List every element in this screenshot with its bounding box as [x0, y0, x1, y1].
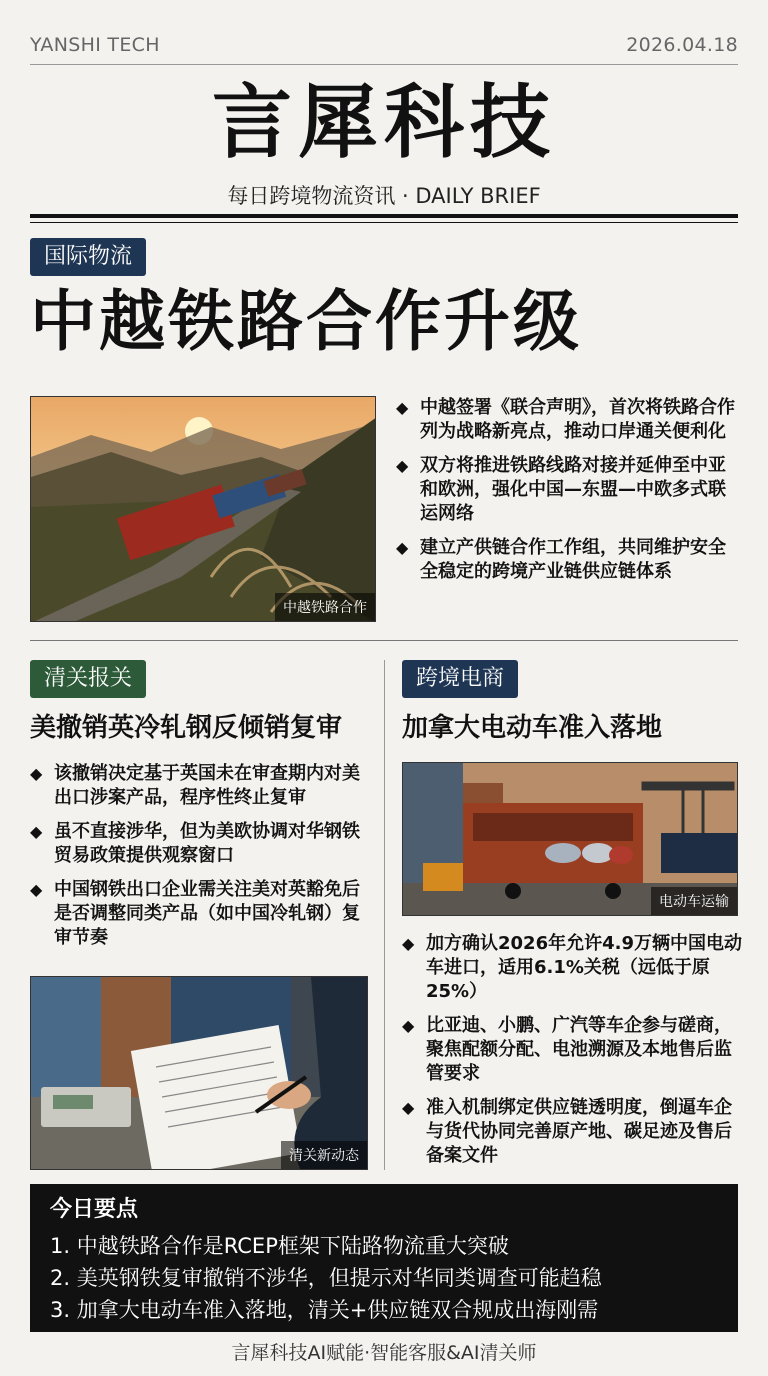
right-bullet-list: [402, 932, 742, 1178]
left-bullet-list: [30, 762, 370, 960]
list-item: ◆ 中越签署《联合声明》，首次将铁路合作列为战略新亮点，推动口岸通关便利化: [396, 397, 735, 442]
diamond-bullet-icon: ◆: [30, 822, 43, 841]
masthead-divider-thick: [30, 214, 738, 218]
diamond-bullet-icon: ◆: [30, 880, 43, 899]
right-category-tag: 跨境电商: [402, 660, 518, 698]
lead-bullet-list: [396, 396, 740, 594]
issue-date: 2026.04.18: [626, 34, 738, 56]
diamond-bullet-icon: ◆: [402, 1098, 415, 1117]
footer-text: 言犀科技AI赋能·智能客服&AI清关师: [231, 1342, 537, 1364]
top-divider: [30, 64, 738, 65]
key-point-item: 3. 加拿大电动车准入落地，清关+供应链双合规成出海刚需: [50, 1298, 599, 1322]
left-category-tag: 清关报关: [30, 660, 146, 698]
customs-photo-caption: 清关新动态: [281, 1141, 367, 1169]
list-item: ◆ 双方将推进铁路线路对接并延伸至中亚和欧洲，强化中国—东盟—中欧多式联运网络: [396, 455, 726, 524]
railway-photo-caption: 中越铁路合作: [275, 593, 375, 621]
top-bar: [30, 34, 738, 56]
left-section-title: 美撤销英冷轧钢反倾销复审: [30, 713, 343, 743]
list-item: ◆ 建立产供链合作工作组，共同维护安全全稳定的跨境产业链供应链体系: [396, 537, 726, 582]
diamond-bullet-icon: ◆: [396, 538, 409, 557]
railway-photo: [30, 396, 376, 622]
list-item: ◆ 虽不直接涉华，但为美欧协调对华钢铁贸易政策提供观察窗口: [30, 821, 360, 866]
customs-photo: [30, 976, 368, 1170]
brand-en: YANSHI TECH: [30, 34, 160, 56]
ev-photo-caption: 电动车运输: [651, 887, 737, 915]
list-item: ◆ 比亚迪、小鹏、广汽等车企参与磋商，聚焦配额分配、电池溯源及本地售后监管要求: [402, 1015, 732, 1084]
key-point-item: 2. 美英钢铁复审撤销不涉华，但提示对华同类调查可能趋稳: [50, 1266, 602, 1290]
key-point-item: 1. 中越铁路合作是RCEP框架下陆路物流重大突破: [50, 1234, 509, 1258]
list-item: ◆ 该撤销决定基于英国未在审查期内对美出口涉案产品，程序性终止复审: [30, 763, 360, 808]
list-item: ◆ 加方确认2026年允许4.9万辆中国电动车进口，适用6.1%关税（远低于原25%）: [402, 933, 742, 1002]
diamond-bullet-icon: ◆: [396, 456, 409, 475]
masthead-subtitle: 每日跨境物流资讯 · DAILY BRIEF: [227, 184, 541, 208]
diamond-bullet-icon: ◆: [402, 1016, 415, 1035]
lead-category-tag: 国际物流: [30, 238, 146, 276]
diamond-bullet-icon: ◆: [402, 934, 415, 953]
lead-headline: 中越铁路合作升级: [30, 283, 582, 360]
diamond-bullet-icon: ◆: [30, 764, 43, 783]
right-section-title: 加拿大电动车准入落地: [402, 713, 663, 743]
railway-illustration: [31, 397, 376, 622]
ev-shipping-photo: [402, 762, 738, 916]
key-points-title: 今日要点: [50, 1197, 139, 1222]
masthead-divider-thin: [30, 222, 738, 223]
masthead-title: 言犀科技: [212, 75, 556, 169]
diamond-bullet-icon: ◆: [396, 398, 409, 417]
column-divider: [384, 660, 385, 1170]
list-item: ◆ 中国钢铁出口企业需关注美对英豁免后是否调整同类产品（如中国冷轧钢）复审节奏: [30, 879, 360, 948]
list-item: ◆ 准入机制绑定供应链透明度，倒逼车企与货代协同完善原产地、碳足迹及售后备案文件: [402, 1097, 732, 1166]
section-divider: [30, 640, 738, 641]
key-points-box: [30, 1184, 738, 1332]
